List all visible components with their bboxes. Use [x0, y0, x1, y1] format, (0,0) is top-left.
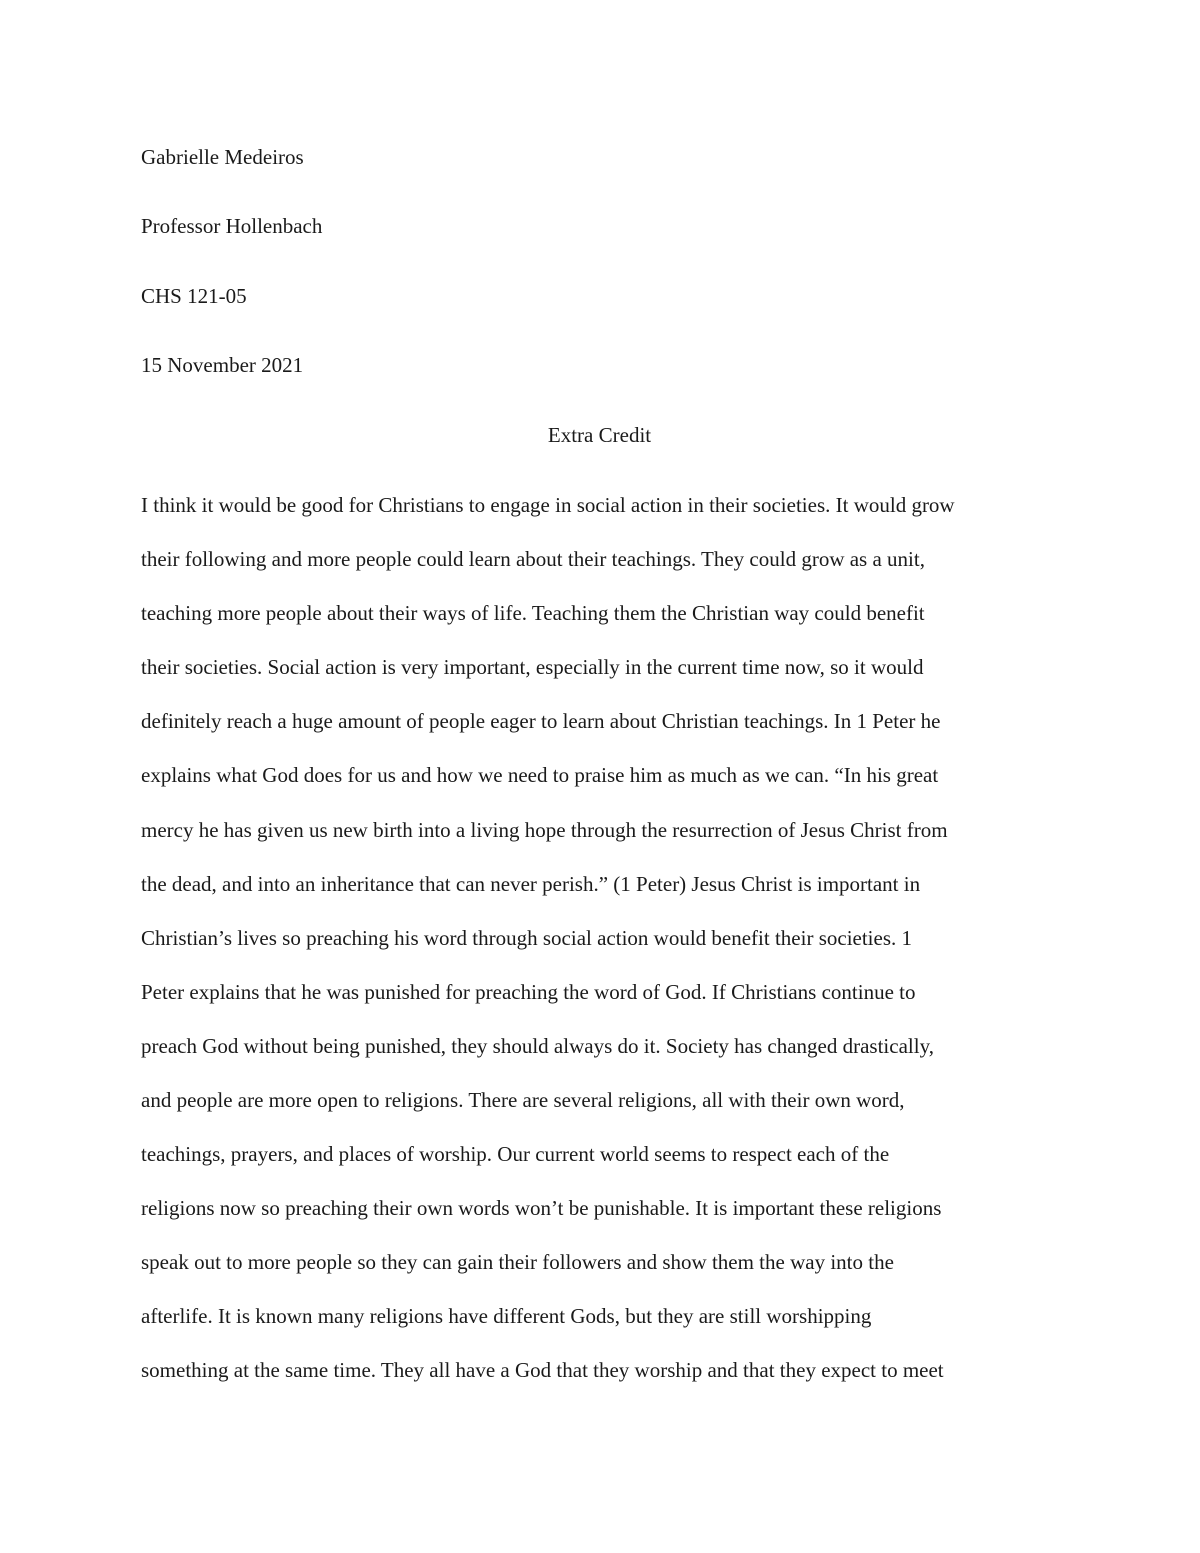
body-line: afterlife. It is known many religions have different Gods, but they are still worshipping [141, 1304, 872, 1328]
document-title: Extra Credit [547, 423, 652, 447]
document-date: 15 November 2021 [141, 353, 304, 377]
body-line: something at the same time. They all have a God that they worship and that they expect to meet [141, 1358, 944, 1382]
body-line: I think it would be good for Christians to engage in social action in their societies. It would grow [141, 493, 955, 517]
body-line: their following and more people could learn about their teachings. They could grow as a unit, [141, 547, 925, 571]
body-line: definitely reach a huge amount of people eager to learn about Christian teachings. In 1 Peter he [141, 709, 941, 733]
body-line: speak out to more people so they can gain their followers and show them the way into the [141, 1250, 894, 1274]
body-line: preach God without being punished, they should always do it. Society has changed drastically, [141, 1034, 934, 1058]
author-name: Gabrielle Medeiros [141, 145, 304, 169]
course-code: CHS 121-05 [141, 284, 247, 308]
body-line: Peter explains that he was punished for preaching the word of God. If Christians continue to [141, 980, 916, 1004]
body-line: and people are more open to religions. There are several religions, all with their own word, [141, 1088, 905, 1112]
body-line: teachings, prayers, and places of worship. Our current world seems to respect each of the [141, 1142, 890, 1166]
instructor-name: Professor Hollenbach [141, 214, 323, 238]
body-line: their societies. Social action is very important, especially in the current time now, so it would [141, 655, 924, 679]
body-line: Christian’s lives so preaching his word through social action would benefit their societies. 1 [141, 926, 913, 950]
body-line: mercy he has given us new birth into a living hope through the resurrection of Jesus Christ from [141, 818, 948, 842]
body-line: the dead, and into an inheritance that can never perish.” (1 Peter) Jesus Christ is important in [141, 872, 921, 896]
body-line: teaching more people about their ways of life. Teaching them the Christian way could benefit [141, 601, 925, 625]
body-line: explains what God does for us and how we need to praise him as much as we can. “In his great [141, 763, 939, 787]
body-line: religions now so preaching their own words won’t be punishable. It is important these religions [141, 1196, 942, 1220]
